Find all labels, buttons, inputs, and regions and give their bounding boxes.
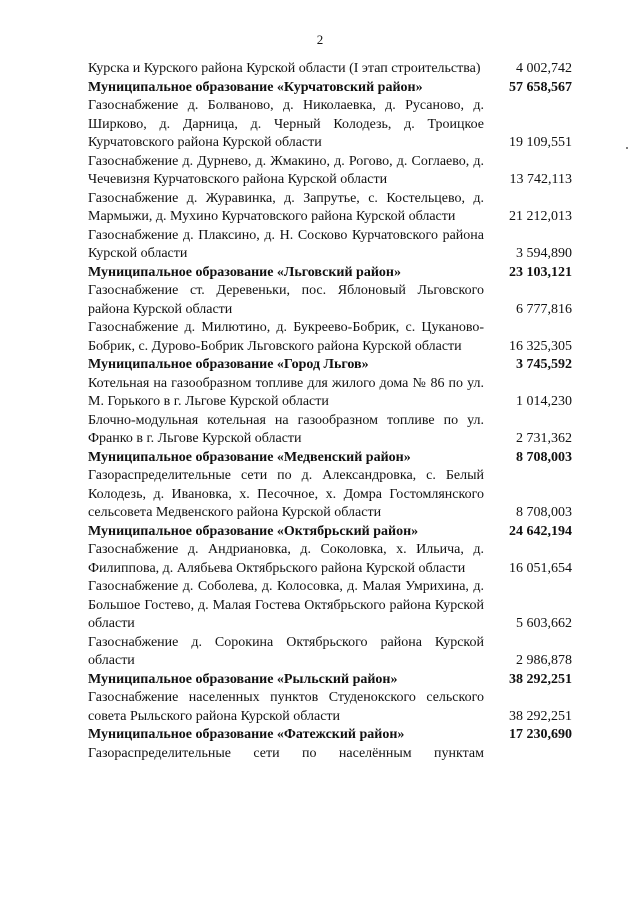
project-amount: 2 986,878	[516, 653, 572, 668]
page-number: 2	[316, 32, 324, 47]
project-description: Газоснабжение д. Милютино, д. Букреево-Бобрик, с. Цуканово-Бобрик, с. Дурово-Бобрик Льговского района Курской области	[88, 320, 484, 354]
municipality-name: Муниципальное образование «Фатежский район»	[88, 727, 405, 742]
project-amount: 2 731,362	[516, 431, 572, 446]
project-row	[88, 412, 572, 449]
municipality-header-row	[88, 264, 572, 283]
project-description: Курска и Курского района Курской области (I этап строительства)	[88, 61, 481, 76]
project-amount: 3 594,890	[516, 246, 572, 261]
project-amount: 16 051,654	[509, 560, 572, 576]
project-row	[88, 634, 572, 671]
project-row	[88, 541, 572, 578]
project-description: Газоснабжение д. Сорокина Октябрьского района Курской области	[88, 634, 484, 668]
project-description: Газоснабжение ст. Деревеньки, пос. Яблоновый Льговского района Курской области	[88, 283, 484, 317]
project-row	[88, 190, 572, 227]
municipality-name: Муниципальное образование «Курчатовский район»	[88, 79, 423, 95]
project-row	[88, 282, 572, 319]
municipality-total: 23 103,121	[509, 264, 572, 280]
municipality-header-row	[88, 523, 572, 542]
project-description: Газоснабжение д. Дурнево, д. Жмакино, д. Рогово, д. Соглаево, д. Чечевизня Курчатовского района Курской области	[88, 153, 484, 187]
project-description: Котельная на газообразном топливе для жилого дома № 86 по ул. М. Горького в г. Льгове Курской области	[88, 375, 484, 409]
municipality-total: 24 642,194	[509, 523, 572, 539]
municipality-total: 17 230,690	[509, 727, 572, 742]
municipality-header-row	[88, 356, 572, 375]
municipality-total: 38 292,251	[509, 671, 572, 687]
project-row	[88, 578, 572, 634]
project-amount: 21 212,013	[509, 209, 572, 224]
municipality-name: Муниципальное образование «Октябрьский район»	[88, 523, 419, 539]
municipality-name: Муниципальное образование «Льговский район»	[88, 264, 401, 280]
municipality-total: 8 708,003	[516, 449, 572, 465]
project-description: Газоснабжение д. Болваново, д. Николаевка, д. Русаново, д. Ширково, д. Дарница, д. Черный Колодезь, д. Троицкое Курчатовского района Курской области	[88, 98, 484, 150]
project-row	[88, 689, 572, 726]
project-amount: 4 002,742	[516, 61, 572, 76]
project-description: Газораспределительные сети по д. Александровка, с. Белый Колодезь, д. Ивановка, х. Песочное, х. Домра Гостомлянского сельсовета Медвенского района Курской области	[88, 468, 484, 520]
municipality-name: Муниципальное образование «Рыльский район»	[88, 671, 398, 687]
project-description: Газоснабжение д. Плаксино, д. Н. Сосково Курчатовского района Курской области	[88, 227, 484, 261]
project-amount: 6 777,816	[516, 301, 572, 317]
project-amount: 5 603,662	[516, 616, 572, 631]
project-amount: 16 325,305	[509, 338, 572, 354]
municipality-name: Муниципальное образование «Город Льгов»	[88, 357, 369, 372]
document-body	[88, 60, 572, 763]
project-description: Блочно-модульная котельная на газообразном топливе по ул. Франко в г. Льгове Курской области	[88, 412, 484, 446]
project-amount: 8 708,003	[516, 505, 572, 520]
project-row	[88, 467, 572, 523]
project-row	[88, 375, 572, 412]
municipality-header-row	[88, 726, 572, 745]
project-row	[88, 319, 572, 356]
municipality-header-row	[88, 671, 572, 690]
project-row	[88, 60, 572, 79]
municipality-header-row	[88, 79, 572, 98]
project-description: Газоснабжение населенных пунктов Студенокского сельского совета Рыльского района Курской области	[88, 690, 484, 724]
project-description: Газоснабжение д. Журавинка, д. Запрутье, с. Костельцево, д. Мармыжи, д. Мухино Курчатовского района Курской области	[88, 190, 484, 224]
project-description: Газоснабжение д. Андриановка, д. Соколовка, х. Ильича, д. Филиппова, д. Алябьева Октябрьского района Курской области	[88, 542, 484, 576]
project-amount: 13 742,113	[509, 172, 572, 187]
scan-speck	[626, 147, 628, 149]
municipality-header-row	[88, 449, 572, 468]
municipality-total: 57 658,567	[509, 79, 572, 95]
project-amount: 1 014,230	[516, 394, 572, 409]
municipality-name: Муниципальное образование «Медвенский район»	[88, 449, 411, 465]
project-amount: 38 292,251	[509, 708, 572, 724]
project-row	[88, 97, 572, 153]
project-row	[88, 745, 572, 764]
project-row	[88, 227, 572, 264]
project-amount: 19 109,551	[509, 135, 572, 150]
project-description: Газораспределительные сети по населённым пунктам	[88, 745, 484, 761]
municipality-total: 3 745,592	[516, 357, 572, 372]
project-row	[88, 153, 572, 190]
project-description: Газоснабжение д. Соболева, д. Колосовка, д. Малая Умрихина, д. Большое Гостево, д. Малая Гостева Октябрьского района Курской области	[88, 579, 484, 631]
